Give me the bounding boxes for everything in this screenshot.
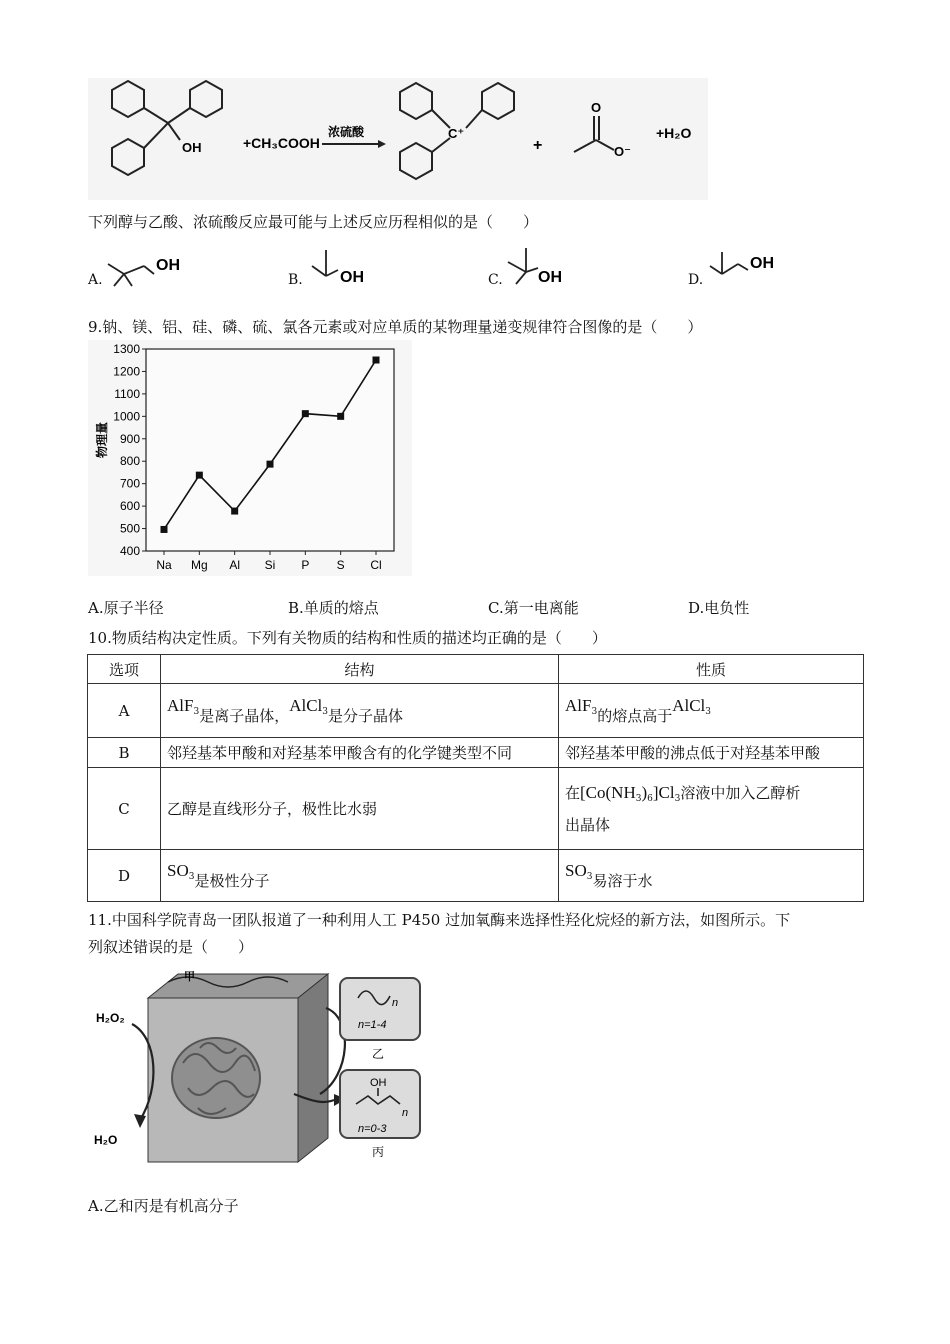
structure-cell: $SO_3$是极性分子: [161, 850, 559, 902]
svg-text:n: n: [392, 997, 399, 1009]
q8-stem: 下列醇与乙酸、浓硫酸反应最可能与上述反应历程相似的是（ ）: [88, 213, 539, 231]
y-tick-label: 500: [119, 521, 140, 536]
y-tick-label: 800: [119, 454, 140, 469]
table-row[interactable]: [88, 850, 864, 902]
data-point: [161, 526, 168, 533]
q8-option-d[interactable]: [688, 244, 868, 292]
property-cell: AlF$_3$的熔点高于AlCl$_3$: [559, 684, 864, 738]
data-point: [373, 356, 380, 363]
data-point: [231, 508, 238, 515]
option-key: A: [88, 684, 161, 738]
structure-cell: 邻羟基苯甲酸和对羟基苯甲酸含有的化学键类型不同: [161, 738, 559, 768]
structure-cell: AlF$_3$是离子晶体，AlCl$_3$是分子晶体: [161, 684, 559, 738]
bing-label: 丙: [372, 1145, 385, 1159]
svg-text:OH: OH: [538, 269, 562, 286]
water-label: +H₂O: [656, 125, 692, 141]
q9-stem: 9.钠、镁、铝、硅、磷、硫、氯各元素或对应单质的某物理量递变规律符合图像的是（ ）: [88, 318, 703, 336]
svg-text:OH: OH: [340, 269, 364, 286]
h2o2-label: H₂O₂: [96, 1011, 125, 1025]
q8-option-b[interactable]: [288, 244, 468, 292]
x-tick-label: S: [336, 558, 345, 572]
column-header: 结构: [161, 655, 559, 684]
q9-chart: [88, 340, 412, 576]
option-label: C.: [488, 272, 503, 288]
jia-label: 甲: [184, 971, 195, 983]
option-key: D: [88, 850, 161, 902]
q11-option-a[interactable]: A.乙和丙是有机高分子: [88, 1197, 239, 1215]
yi-range: n=1-4: [358, 1019, 387, 1031]
option-label: D.: [688, 272, 704, 288]
y-tick-label: 1300: [113, 342, 140, 356]
yi-label: 乙: [372, 1047, 385, 1061]
q10-table: [87, 654, 864, 902]
x-tick-label: Cl: [370, 558, 382, 572]
y-tick-label: 600: [119, 499, 140, 514]
y-tick-label: 700: [119, 476, 140, 491]
plus-sign: +: [533, 137, 543, 154]
table-row[interactable]: [88, 738, 864, 768]
neopentyl-alcohol-structure: [102, 244, 202, 290]
q9-option-c[interactable]: C.第一电离能: [488, 599, 579, 617]
q11-stem-line2: 列叙述错误的是（ ）: [88, 938, 254, 956]
property-cell: 邻羟基苯甲酸的沸点低于对羟基苯甲酸: [559, 738, 864, 768]
bing-range: n=0-3: [358, 1123, 387, 1135]
enzyme-protein: [172, 1038, 260, 1118]
q10-stem: 10.物质结构决定性质。下列有关物质的结构和性质的描述均正确的是（ ）: [88, 629, 607, 647]
reagent-label: +CH₃COOH: [243, 135, 320, 151]
table-header-row: [88, 655, 864, 684]
y-tick-label: 1000: [113, 409, 140, 424]
q8-option-a[interactable]: [88, 244, 268, 292]
q11-figure: [88, 968, 428, 1166]
q9-option-b[interactable]: B.单质的熔点: [288, 599, 379, 617]
y-tick-label: 1100: [114, 386, 140, 401]
x-tick-label: Al: [229, 558, 241, 572]
option-label: A.: [88, 272, 103, 288]
data-point: [337, 413, 344, 420]
h2o-label: H₂O: [94, 1133, 118, 1147]
y-tick-label: 400: [119, 544, 140, 558]
plot-frame: [146, 349, 394, 551]
data-point: [267, 461, 274, 468]
table-row[interactable]: [88, 768, 864, 850]
carbonyl-oxygen: O: [591, 100, 602, 115]
svg-text:OH: OH: [370, 1077, 387, 1089]
q11-stem-line1: 11.中国科学院青岛一团队报道了一种利用人工 P450 过加氧酶来选择性羟化烷烃的新方法，如图所示。下: [88, 911, 791, 929]
column-header: 选项: [88, 655, 161, 684]
tert-butanol-structure: [504, 244, 594, 290]
isobutanol-structure: [704, 244, 794, 290]
y-tick-label: 1200: [113, 364, 140, 379]
cube-side: [298, 974, 328, 1162]
catalyst-label: 浓硫酸: [328, 125, 365, 139]
q9-option-a[interactable]: A.原子半径: [88, 599, 164, 617]
svg-text:OH: OH: [750, 255, 774, 272]
data-point: [302, 410, 309, 417]
x-tick-label: Si: [264, 558, 276, 572]
isopropanol-structure: [304, 244, 394, 290]
structure-cell: 乙醇是直线形分子，极性比水弱: [161, 768, 559, 850]
reaction-scheme: [88, 78, 708, 200]
hydroxyl-label: OH: [182, 140, 202, 155]
option-key: B: [88, 738, 161, 768]
y-tick-label: 900: [119, 431, 140, 446]
x-tick-label: Na: [156, 558, 172, 572]
q8-option-c[interactable]: [488, 244, 668, 292]
property-cell: $SO_3$易溶于水: [559, 850, 864, 902]
table-row[interactable]: [88, 684, 864, 738]
property-cell: 在$[Co(NH_3)_6]Cl_3$溶液中加入乙醇析 出晶体: [559, 768, 864, 850]
data-point: [196, 472, 203, 479]
cation-label: C⁺: [448, 126, 465, 141]
svg-text:n: n: [402, 1107, 409, 1119]
svg-text:OH: OH: [156, 257, 180, 274]
x-tick-label: P: [301, 558, 310, 572]
column-header: 性质: [559, 655, 864, 684]
oxide-label: O⁻: [614, 144, 631, 159]
option-key: C: [88, 768, 161, 850]
q9-option-d[interactable]: D.电负性: [688, 599, 750, 617]
y-axis-label: 物理量: [95, 421, 109, 459]
option-label: B.: [288, 272, 303, 288]
x-tick-label: Mg: [190, 558, 208, 572]
